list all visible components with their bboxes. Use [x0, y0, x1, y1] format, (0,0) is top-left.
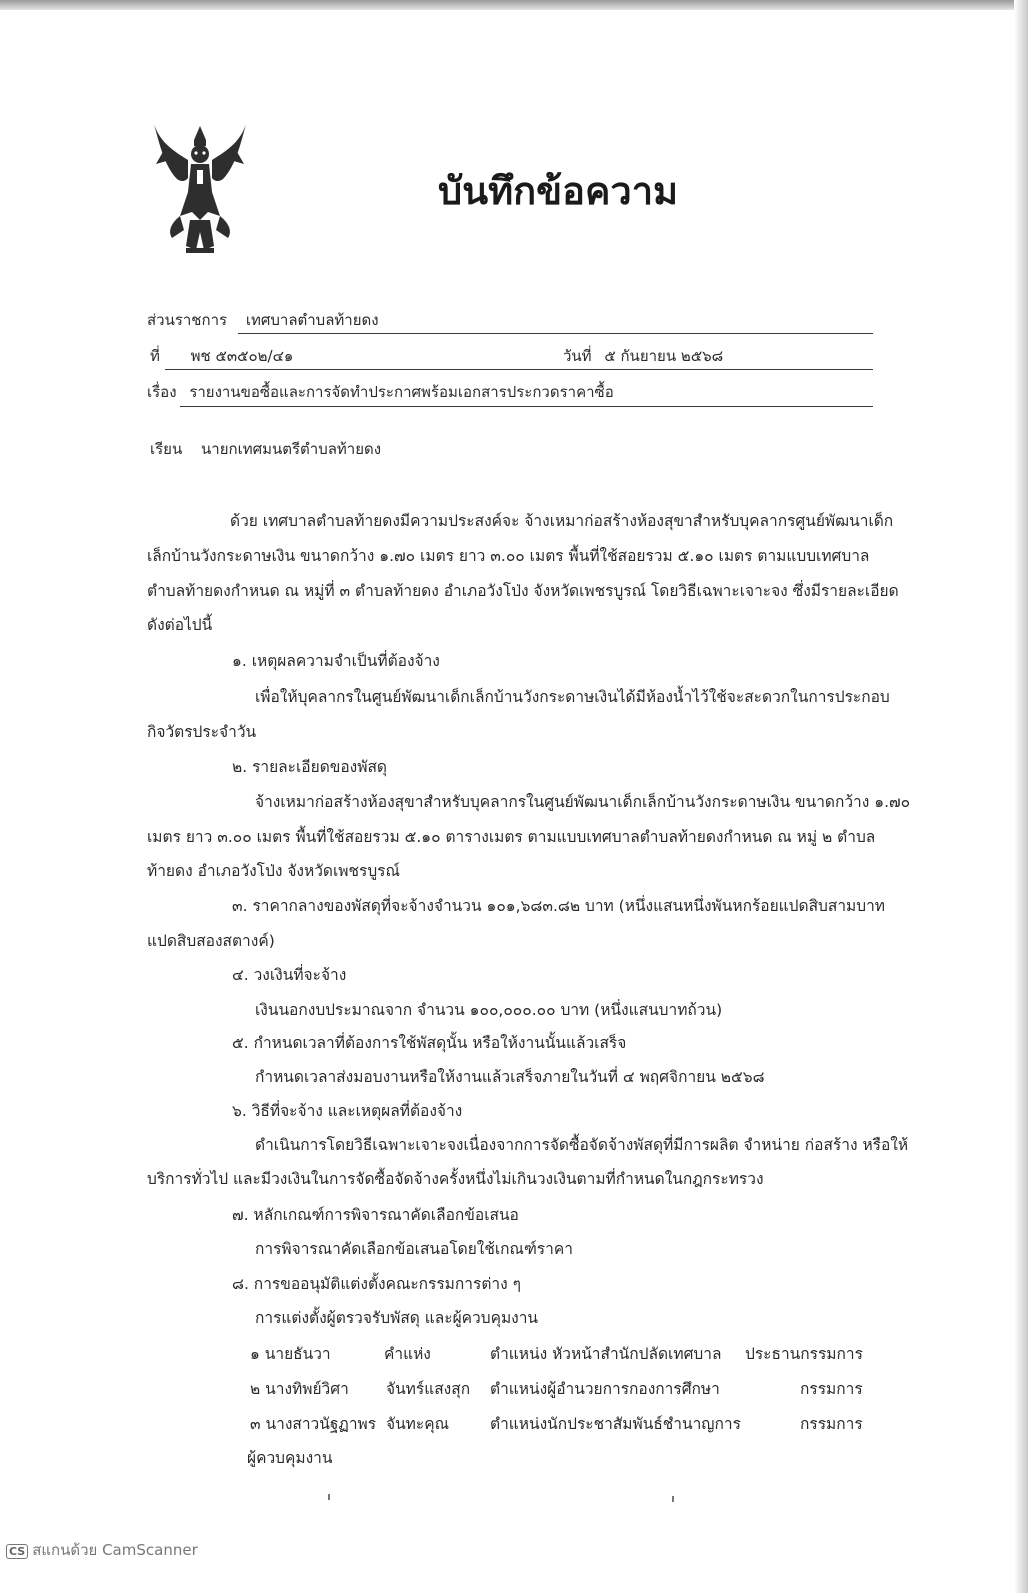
to-label: เรียน [150, 440, 183, 458]
agency-label: ส่วนราชการ [147, 311, 228, 329]
committee-2-role: กรรมการ [800, 1380, 863, 1398]
committee-2-position: ตำแหน่งผู้อำนวยการกองการศึกษา [490, 1380, 720, 1398]
ref-label: ที่ [150, 347, 160, 365]
subject-row [147, 380, 614, 404]
section-7-text: การพิจารณาคัดเลือกข้อเสนอโดยใช้เกณฑ์ราคา [255, 1240, 573, 1258]
section-3-line-2: แปดสิบสองสตางค์) [147, 932, 275, 950]
to-value: นายกเทศมนตรีตำบลท้ายดง [201, 440, 382, 458]
camscanner-watermark [6, 1538, 198, 1562]
intro-line-3: ตำบลท้ายดงกำหนด ณ หมู่ที่ ๓ ตำบลท้ายดง อำเภอวังโป่ง จังหวัดเพชรบูรณ์ โดยวิธีเฉพาะเจาะจง ซึ่งมีรายละเอียด [147, 582, 899, 600]
section-2-line-3: ท้ายดง อำเภอวังโป่ง จังหวัดเพชรบูรณ์ [147, 862, 400, 880]
intro-line-4: ดังต่อไปนี้ [147, 616, 213, 634]
section-2-heading: ๒. รายละเอียดของพัสดุ [232, 758, 387, 776]
document-title: บันทึกข้อความ [438, 169, 679, 213]
section-5-heading: ๕. กำหนดเวลาที่ต้องการใช้พัสดุนั้น หรือให้งานนั้นแล้วเสร็จ [232, 1034, 627, 1052]
section-1-line-1: เพื่อให้บุคลากรในศูนย์พัฒนาเด็กเล็กบ้านวังกระดาษเงินได้มีห้องน้ำไว้ใช้จะสะดวกในการประกอบ [255, 688, 890, 706]
section-7-heading: ๗. หลักเกณฑ์การพิจารณาคัดเลือกข้อเสนอ [232, 1206, 519, 1224]
section-8-heading: ๘. การขออนุมัติแต่งตั้งคณะกรรมการต่าง ๆ [232, 1275, 521, 1293]
committee-2-surname: จันทร์แสงสุก [386, 1380, 471, 1398]
supervisor-label: ผู้ควบคุมงาน [247, 1449, 333, 1467]
section-2-line-1: จ้างเหมาก่อสร้างห้องสุขาสำหรับบุคลากรในศูนย์พัฒนาเด็กเล็กบ้านวังกระดาษเงิน ขนาดกว้าง ๑.๗๐ [255, 793, 911, 811]
ref-rule [165, 369, 558, 370]
date-row [563, 344, 723, 368]
agency-value: เทศบาลตำบลท้ายดง [245, 311, 379, 329]
committee-3-surname: จันทะคุณ [386, 1415, 449, 1433]
section-8-text: การแต่งตั้งผู้ตรวจรับพัสดุ และผู้ควบคุมงาน [255, 1309, 539, 1327]
section-3-line-1: ๓. ราคากลางของพัสดุที่จะจ้างจำนวน ๑๐๑,๖๘๓.๘๒ บาท (หนึ่งแสนหนึ่งพันหกร้อยแปดสิบสามบาท [232, 897, 886, 915]
ref-value: พช ๕๓๕๐๒/๔๑ [190, 347, 294, 365]
date-value: ๕ กันยายน ๒๕๖๘ [604, 347, 724, 365]
intro-line-2: เล็กบ้านวังกระดาษเงิน ขนาดกว้าง ๑.๗๐ เมตร ยาว ๓.๐๐ เมตร พื้นที่ใช้สอยรวม ๕.๑๐ เมตร ตามแบบเทศบาล [147, 547, 870, 565]
committee-1-surname: คำแห่ง [384, 1345, 431, 1363]
subject-label: เรื่อง [147, 383, 177, 401]
committee-2-name: ๒ นางทิพย์วิศา [250, 1380, 349, 1398]
ref-row [150, 344, 293, 368]
section-1-line-2: กิจวัตรประจำวัน [147, 723, 257, 741]
camscanner-logo-icon: CS [6, 1544, 28, 1559]
date-rule [558, 369, 873, 370]
subject-rule [180, 406, 873, 407]
section-4-heading: ๔. วงเงินที่จะจ้าง [232, 966, 347, 984]
committee-3-role: กรรมการ [800, 1415, 863, 1433]
section-2-line-2: เมตร ยาว ๓.๐๐ เมตร พื้นที่ใช้สอยรวม ๕.๑๐ ตารางเมตร ตามแบบเทศบาลตำบลท้ายดงกำหนด ณ หมู่ ๒ ตำบล [147, 828, 876, 846]
agency-row [147, 308, 379, 332]
section-5-text: กำหนดเวลาส่งมอบงานหรือให้งานแล้วเสร็จภายในวันที่ ๔ พฤศจิกายน ๒๕๖๘ [255, 1068, 765, 1086]
agency-rule [238, 333, 873, 334]
page-top-edge [0, 0, 1028, 10]
subject-value: รายงานขอซื้อและการจัดทำประกาศพร้อมเอกสารประกวดราคาซื้อ [189, 383, 614, 401]
section-6-heading: ๖. วิธีที่จะจ้าง และเหตุผลที่ต้องจ้าง [232, 1102, 463, 1120]
committee-1-position: ตำแหน่ง หัวหน้าสำนักปลัดเทศบาล [490, 1345, 722, 1363]
scan-speck [672, 1496, 674, 1502]
scan-speck [328, 1494, 330, 1500]
committee-3-position: ตำแหน่งนักประชาสัมพันธ์ชำนาญการ [490, 1415, 741, 1433]
committee-1-role: ประธานกรรมการ [745, 1345, 863, 1363]
to-row [150, 437, 381, 461]
committee-1-name: ๑ นายธันวา [250, 1345, 331, 1363]
intro-line-1: ด้วย เทศบาลตำบลท้ายดงมีความประสงค์จะ จ้างเหมาก่อสร้างห้องสุขาสำหรับบุคลากรศูนย์พัฒนาเด็ก [230, 512, 894, 530]
committee-3-name: ๓ นางสาวนัฐฏาพร [250, 1415, 377, 1433]
section-6-line-1: ดำเนินการโดยวิธีเฉพาะเจาะจงเนื่องจากการจัดซื้อจัดจ้างพัสดุที่มีการผลิต จำหน่าย ก่อสร้าง หรือให้ [255, 1136, 909, 1154]
section-6-line-2: บริการทั่วไป และมีวงเงินในการจัดซื้อจัดจ้างครั้งหนึ่งไม่เกินวงเงินตามที่กำหนดในกฎกระทรวง [147, 1170, 764, 1188]
section-4-text: เงินนอกงบประมาณจาก จำนวน ๑๐๐,๐๐๐.๐๐ บาท (หนึ่งแสนบาทถ้วน) [255, 1001, 723, 1019]
date-label: วันที่ [563, 347, 592, 365]
garuda-emblem-icon [150, 120, 250, 260]
camscanner-text: สแกนด้วย CamScanner [32, 1541, 198, 1559]
page-right-edge [1014, 0, 1028, 1593]
section-1-heading: ๑. เหตุผลความจำเป็นที่ต้องจ้าง [232, 652, 440, 670]
